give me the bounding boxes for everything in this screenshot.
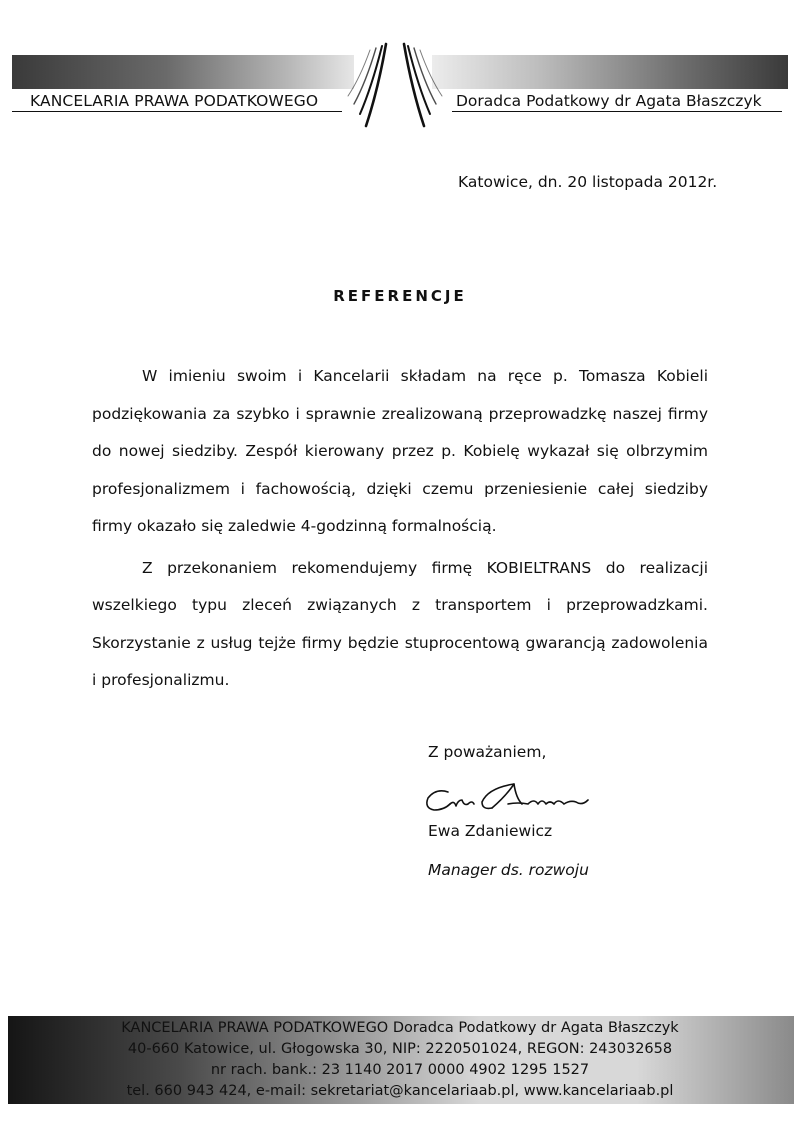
footer-contact [0,1018,800,1102]
header-firm-name: KANCELARIA PRAWA PODATKOWEGO [30,92,319,110]
handwritten-signature [418,770,598,820]
signer-role: Manager ds. rozwoju [428,861,589,879]
footer-line-contact: tel. 660 943 424, e-mail: sekretariat@kancelariaab.pl, www.kancelariaab.pl [126,1083,674,1099]
footer-line-firm: KANCELARIA PRAWA PODATKOWEGO Doradca Podatkowy dr Agata Błaszczyk [121,1020,679,1036]
body-paragraph: Z przekonaniem rekomendujemy firmę KOBIELTRANS do realizacji wszelkiego typu zleceń związanych z transportem i przeprowadzkami. Skorzystanie z usług tejże firmy będzie stuprocentową gwarancją zadowolenia i profesjonalizmu. [92,558,708,689]
header-rule-right [452,111,782,112]
signer-name: Ewa Zdaniewicz [428,822,553,840]
footer-line-bank: nr rach. bank.: 23 1140 2017 0000 4902 1295 1527 [210,1062,590,1078]
letter-date: Katowice, dn. 20 listopada 2012r. [458,173,718,191]
double-slash-arches-logo-icon [330,38,460,130]
header-band-right [432,55,788,89]
body-paragraph: W imieniu swoim i Kancelarii składam na ręce p. Tomasza Kobieli podziękowania za szybko i sprawnie zrealizowaną przeprowadzkę naszej firmy do nowej siedziby. Zespół kierowany przez p. Kobielę wykazał się olbrzymim profesjonalizmem i fachowością, dzięki czemu przeniesienie całej siedziby firmy okazało się zaledwie 4-godzinną formalnością. [92,367,708,535]
closing-salutation: Z poważaniem, [428,743,547,761]
header-rule-left [12,111,342,112]
header-band-left [12,55,354,89]
letter-body [92,358,708,700]
footer-line-address: 40-660 Katowice, ul. Głogowska 30, NIP: 2220501024, REGON: 243032658 [127,1041,673,1057]
letter-title: REFERENCJE [333,287,467,305]
header-advisor-name: Doradca Podatkowy dr Agata Błaszczyk [456,92,762,110]
